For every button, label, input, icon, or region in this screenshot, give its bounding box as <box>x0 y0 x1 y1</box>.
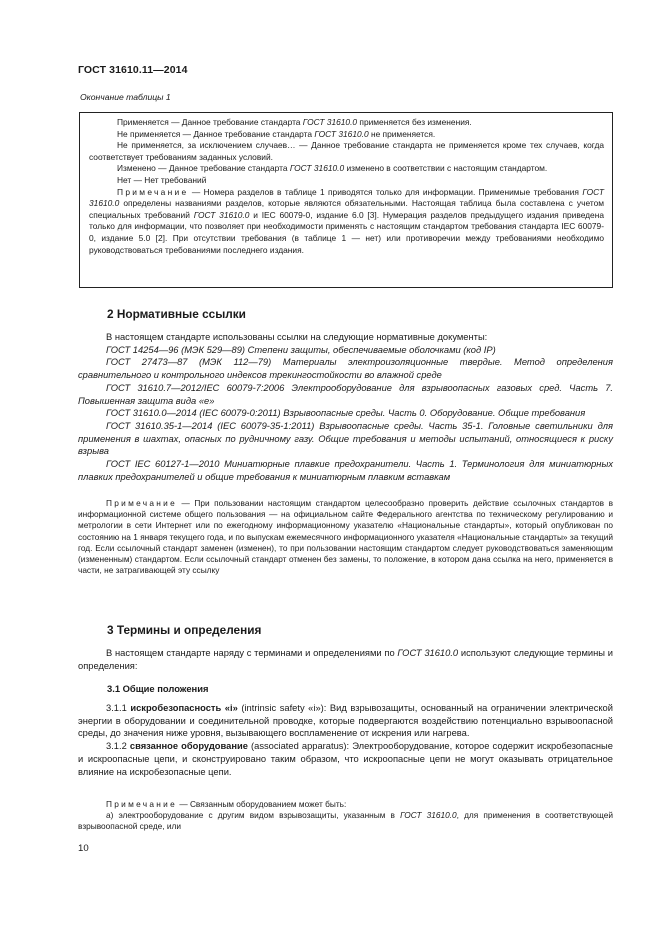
document-id-header: ГОСТ 31610.11—2014 <box>78 64 188 76</box>
reference-item: ГОСТ 27473—87 (МЭК 112—79) Материалы электроизоляционные твердые. Метод определения сравнительного и контрольного индексов трекингостойкости во влажной среде <box>78 357 613 381</box>
references-note: Примечание — При пользовании настоящим стандартом целесообразно проверить действие ссылочных стандартов в информационной системе общего пользования — на официальном сайте Федерального агентства по техническому регулированию и метрологии в сети Интернет или по ежегодному информационному указателю «Национальные стандарты», который опубликован по состоянию на 1 января текущего года, и по выпускам ежемесячного информационного указателя «Национальные стандарты» за текущий год. Если ссылочный стандарт заменен (изменен), то при пользовании настоящим стандартом следует руководствоваться заменяющим (измененным) стандартом. Если ссылочный стандарт отменен без замены, то положение, в котором дана ссылка на него, применяется в части, не затрагивающей эту ссылку <box>78 498 613 576</box>
terms-list <box>78 702 613 778</box>
term-3-1-1: 3.1.1 искробезопасность «i» (intrinsic safety «i»): Вид взрывозащиты, основанный на ограничении электрической энергии в оборудовании и соединительной проводке, которые подвергаются воздействию потенциально взрывоопасной среды, до значения ниже уровня, вызывающего воспламенение от искрения или нагрева. <box>78 703 613 739</box>
legend-applies: Применяется — Данное требование стандарта ГОСТ 31610.0 применяется без изменения. <box>117 117 472 127</box>
legend-modified: Изменено — Данное требование стандарта ГОСТ 31610.0 изменено в соответствии с настоящим стандартом. <box>117 163 548 174</box>
references-intro: В настоящем стандарте использованы ссылки на следующие нормативные документы: <box>106 332 488 342</box>
reference-item: ГОСТ 14254—96 (МЭК 529—89) Степени защиты, обеспечиваемые оболочками (код IP) <box>106 344 496 355</box>
term-3-1-2: 3.1.2 связанное оборудование (associated apparatus): Электрооборудование, которое содержит искробезопасные и искроопасные цепи, и сконструировано таким образом, что искроопасные цепи не могут оказывать отрицательное влияние на искробезопасные цепи. <box>78 741 613 777</box>
subsection-3-1-heading: 3.1 Общие положения <box>107 683 209 694</box>
reference-item: ГОСТ 31610.7—2012/IEC 60079-7:2006 Электрооборудование для взрывоопасных газовых сред. Часть 7. Повышенная защита вида «е» <box>78 382 613 406</box>
reference-item: ГОСТ 31610.35-1—2014 (IEC 60079-35-1:2011) Взрывоопасные среды. Часть 35-1. Головные светильники для применения в шахтах, опасных по рудничному газу. Общие требования и методы испытаний, относящиеся к риску взрыва <box>78 420 613 457</box>
reference-item: ГОСТ 31610.0—2014 (IEC 60079-0:2011) Взрывоопасные среды. Часть 0. Оборудование. Общие требования <box>106 408 586 419</box>
table-note: Примечание — Номера разделов в таблице 1 приводятся только для информации. Применимые требования ГОСТ 31610.0 определены названиями разделов, которые являются обязательными. Настоящая таблица была составлена с учетом специальных требований ГОСТ 31610.0 и IEC 60079-0, издание 6.0 [3]. Нумерация разделов предыдущего издания приведена только для информации, что позволяет при необходимости применять с настоящим стандартом требования стандарта IEC 60079-0, издание 5.0 [2]. При отсутствии требования (в таблице 1 — нет) или противоречии между требованиями необходимо руководствоваться требованиями последнего издания. <box>89 186 605 255</box>
normative-references <box>78 331 613 483</box>
table-notes-box <box>79 112 613 288</box>
legend-none: Нет — Нет требований <box>117 174 207 185</box>
page-number: 10 <box>78 843 89 854</box>
legend-not-applies: Не применяется — Данное требование стандарта ГОСТ 31610.0 не применяется. <box>117 128 436 139</box>
legend-not-applies-except: Не применяется, за исключением случаев… — Данное требование стандарта не применяется кроме тех случаев, когда соответствует требованиям заданных условий. <box>89 140 604 162</box>
terms-intro: В настоящем стандарте наряду с терминами и определениями по ГОСТ 31610.0 используют следующие термины и определения: <box>78 648 613 671</box>
section-3-heading: 3 Термины и определения <box>107 623 262 637</box>
associated-apparatus-note: Примечание — Связанным оборудованием может быть: а) электрооборудование с другим видом взрывозащиты, указанным в ГОСТ 31610.0, для применения в соответствующей взрывоопасной среде, или <box>78 799 613 832</box>
table-continuation-label: Окончание таблицы 1 <box>80 92 171 102</box>
section-2-heading: 2 Нормативные ссылки <box>107 307 246 321</box>
reference-item: ГОСТ IEC 60127-1—2010 Миниатюрные плавкие предохранители. Часть 1. Терминология для миниатюрных плавких предохранителей и общие требования к миниатюрным плавким вставкам <box>78 459 613 482</box>
